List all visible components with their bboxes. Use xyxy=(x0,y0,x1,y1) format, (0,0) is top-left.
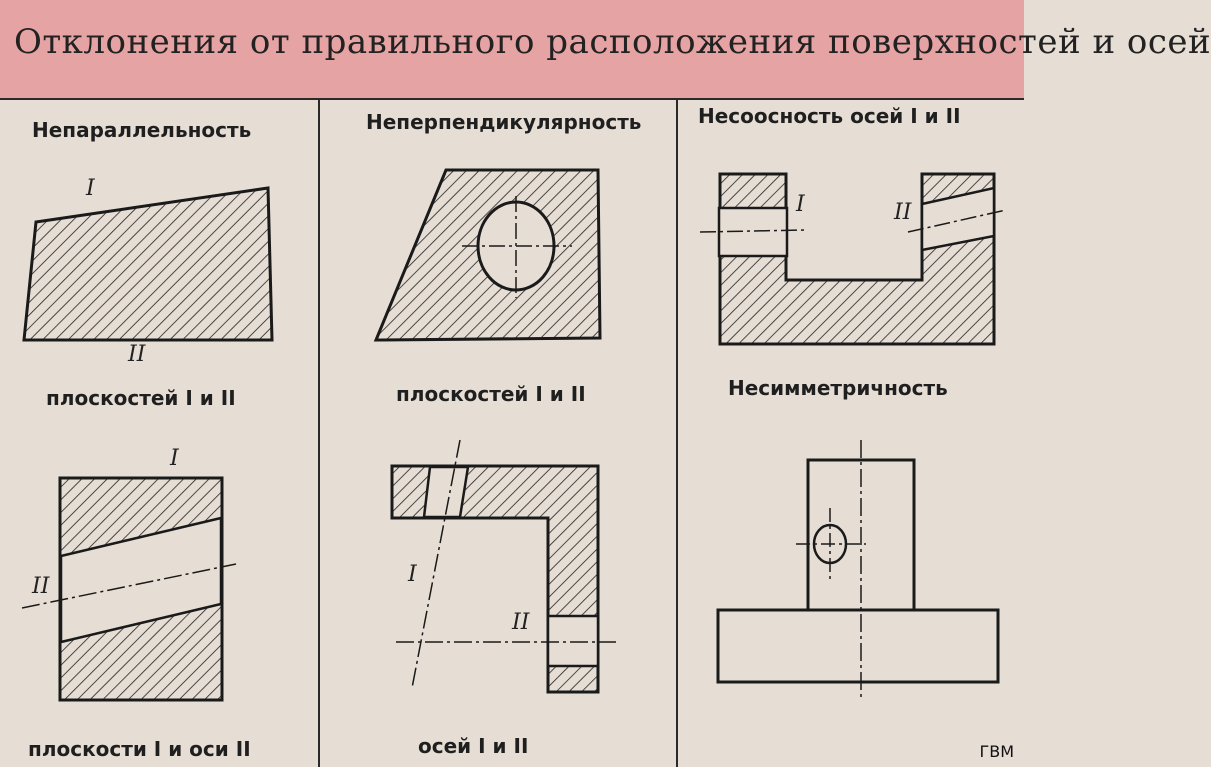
title-non-parallel: Непараллельность xyxy=(32,118,252,142)
figure-non-parallel-planes xyxy=(24,188,272,340)
caption-non-perpendicular: плоскостей I и II xyxy=(396,382,586,406)
mark-II-panel1: II xyxy=(128,342,146,367)
caption-plane-axis: плоскости I и оси II xyxy=(28,737,251,761)
mark-II-panel4: II xyxy=(32,574,50,599)
title-misalignment: Несоосность осей I и II xyxy=(698,104,961,128)
mark-II-panel5: II xyxy=(512,610,530,635)
figure-plane-axis xyxy=(22,478,236,700)
figure-misalignment xyxy=(700,174,1006,344)
figure-asymmetry xyxy=(718,440,998,700)
watermark: ГВМ xyxy=(979,742,1014,761)
caption-axes: осей I и II xyxy=(418,734,529,758)
mark-I-panel1: I xyxy=(86,176,95,201)
mark-I-panel3: I xyxy=(796,192,805,217)
figure-axes xyxy=(392,440,616,692)
mark-I-panel4: I xyxy=(170,446,179,471)
mark-I-panel5: I xyxy=(408,562,417,587)
caption-non-parallel: плоскостей I и II xyxy=(46,386,236,410)
page-title: Отклонения от правильного расположения поверхностей и осей xyxy=(14,22,1211,62)
title-asymmetry: Несимметричность xyxy=(728,376,948,400)
figure-non-perpendicular-planes xyxy=(376,170,600,340)
title-non-perpendicular: Неперпендикулярность xyxy=(366,110,642,134)
mark-II-panel3: II xyxy=(894,200,912,225)
